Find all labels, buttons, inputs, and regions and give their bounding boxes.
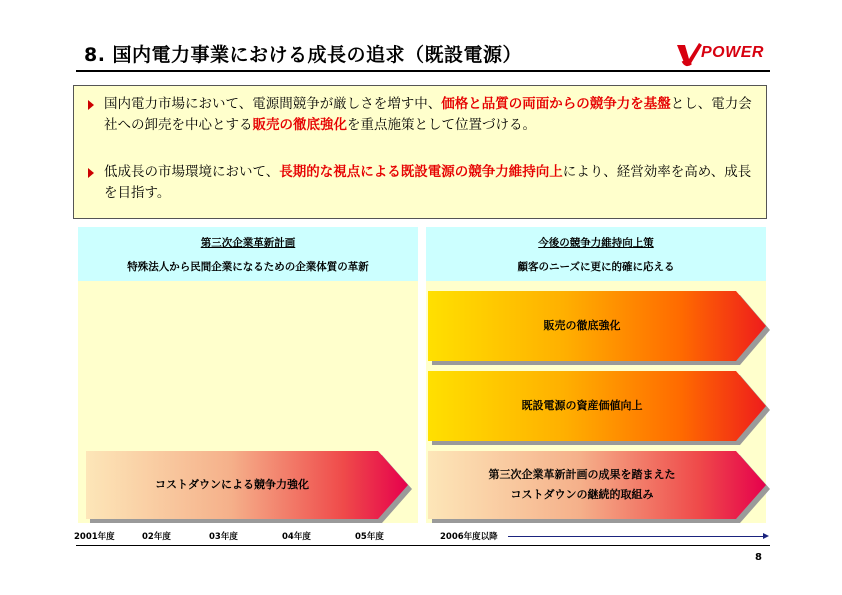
assets-arrow-label: 既設電源の資産価値向上 [521,399,643,412]
continued-line-2: コストダウンの継続的取組み [510,488,654,501]
jpower-logo [675,41,775,67]
highlight-run: 販売の徹底強化 [252,116,347,133]
page-number: 8 [755,552,762,563]
sales-arrow-label: 販売の徹底強化 [543,319,621,332]
timeline-label-03: 03年度 [209,532,238,542]
timeline-label-04: 04年度 [282,532,311,542]
left-panel-heading: 第三次企業革新計画 [200,237,296,249]
timeline-label-2001: 2001年度 [74,532,115,542]
right-panel-subheading: 顧客のニーズに更に的確に応える [517,261,675,273]
timeline-arrow-line [508,536,764,537]
text-run: 国内電力市場において、電源間競争が厳しさを増す中、 [104,96,442,112]
highlight-run: 長期的な視点による既設電源の競争力維持向上 [279,164,563,180]
continued-line-1: 第三次企業革新計画の成果を踏まえた [488,468,676,481]
summary-bullet-1-text [104,94,764,135]
footer-divider [76,545,770,546]
continued-cost-down-label [428,451,736,519]
cost-down-arrow [86,451,408,519]
text-run: を重点施策として位置づける。 [347,116,536,133]
timeline-label-02: 02年度 [142,532,171,542]
text-run: とし、電力会社への卸売を中心とする [104,96,752,133]
logo-mark-icon [675,41,703,67]
highlight-run: 価格と品質の両面からの競争力を基盤 [441,96,671,112]
right-panel-header [426,227,766,281]
left-panel-subheading: 特殊法人から民間企業になるための企業体質の革新 [127,261,369,273]
right-panel-heading: 今後の競争力維持向上策 [538,237,654,249]
assets-arrow [428,371,766,441]
summary-box [73,85,767,219]
sales-arrow [428,291,766,361]
left-panel-header [78,227,418,281]
continued-cost-down-arrow [428,451,766,519]
timeline-label-05: 05年度 [355,532,384,542]
page-title: 8. 国内電力事業における成長の追求（既設電源） [84,44,523,66]
text-run: 低成長の市場環境において、 [104,164,280,180]
logo-text: POWER [701,44,764,61]
cost-down-arrow-label: コストダウンによる競争力強化 [155,478,309,491]
bullet-arrow-icon [88,100,94,110]
summary-bullet-2-text [104,162,764,203]
timeline-label-2006: 2006年度以降 [440,532,498,542]
text-run: により、経営効率を高め、成長を目指す。 [104,164,752,201]
bullet-arrow-icon [88,168,94,178]
panel-separator [418,227,426,523]
title-divider [76,70,770,72]
timeline-arrowhead-icon [763,533,769,539]
